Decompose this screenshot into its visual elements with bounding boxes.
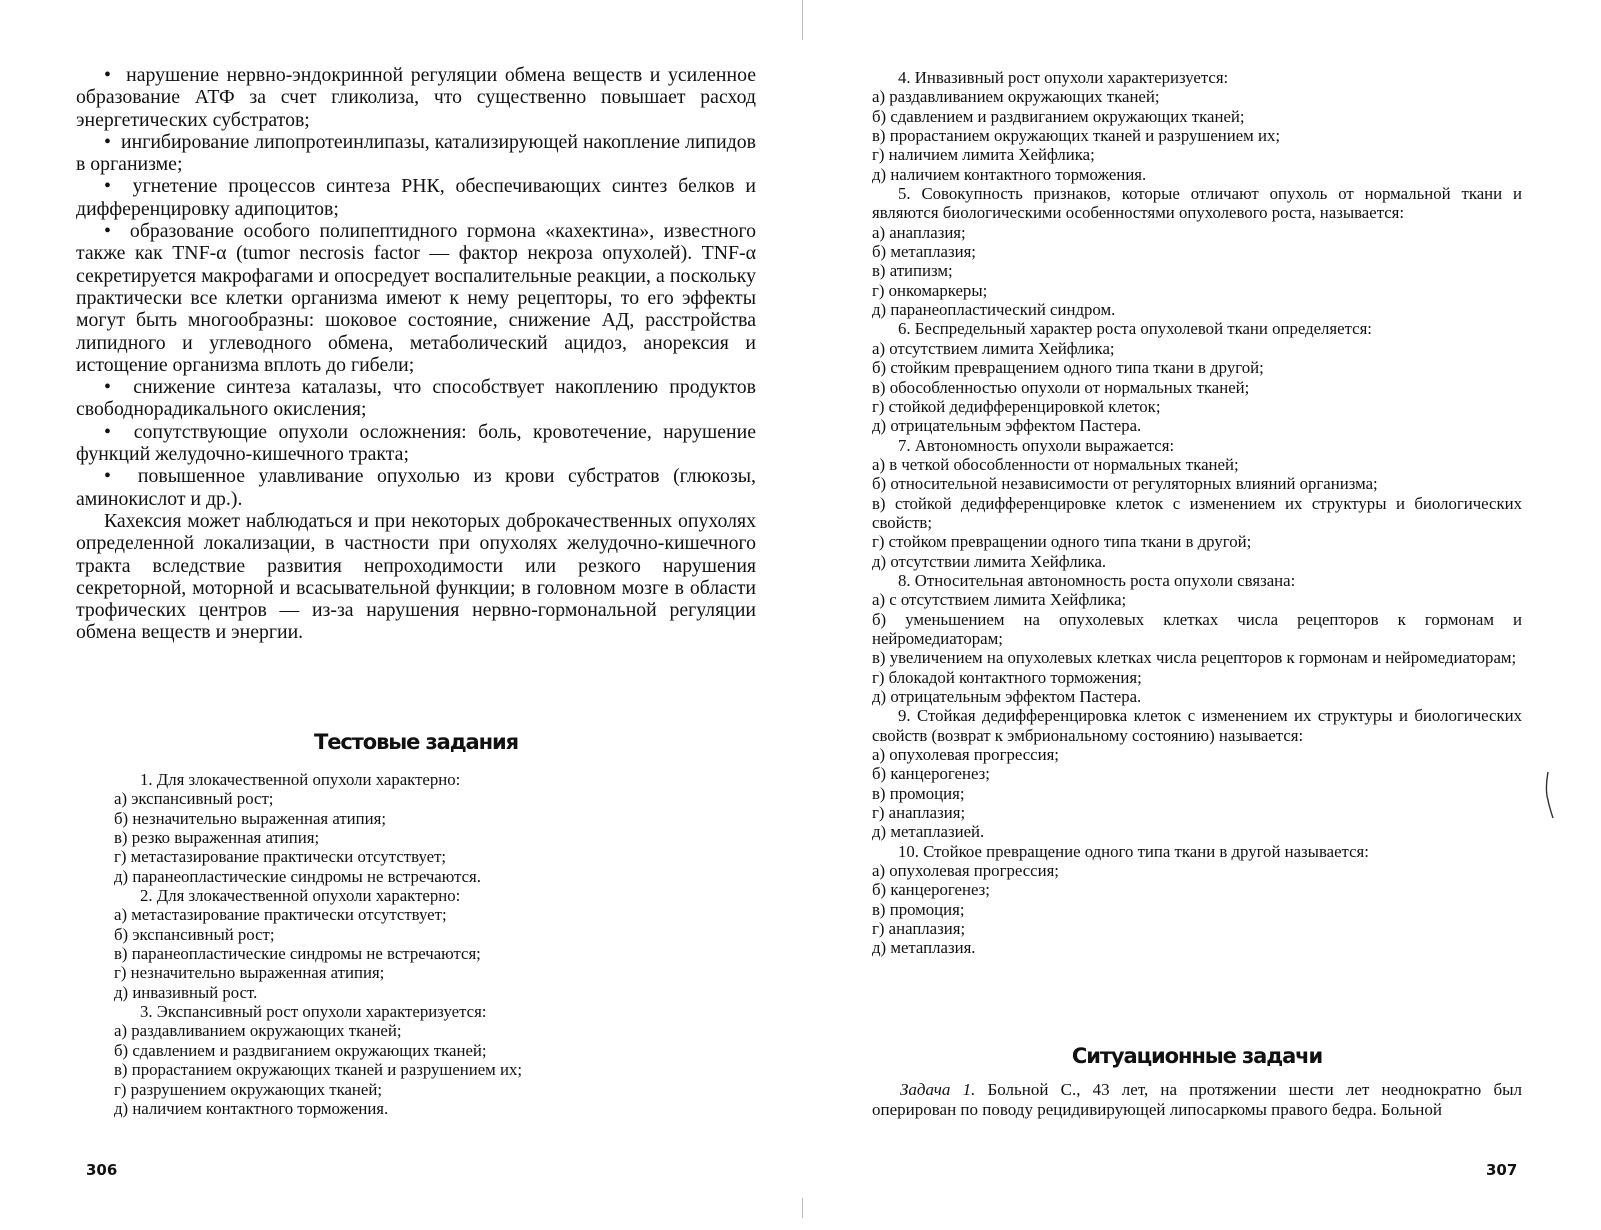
test-option: г) онкомаркеры; <box>872 280 988 300</box>
test-option: г) разрушением окружающих тканей; <box>114 1079 382 1099</box>
test-question: 7. Автономность опухоли выражается: <box>898 435 1175 455</box>
test-option: в) стойкой дедифференцировке клеток с изменением их структуры и биологических свойств; <box>872 493 1522 532</box>
test-option: г) блокадой контактного торможения; <box>872 667 1142 687</box>
test-option: в) паранеопластические синдромы не встречаются; <box>114 944 481 964</box>
test-option: г) наличием лимита Хейфлика; <box>872 145 1095 165</box>
test-option: а) раздавливанием окружающих тканей; <box>114 1021 402 1041</box>
test-option: б) экспансивный рост; <box>114 924 275 944</box>
bullet-paragraph: • повышенное улавливание опухолью из крови субстратов (глюкозы, аминокислот и др.). <box>76 465 756 510</box>
test-option: а) экспансивный рост; <box>114 789 274 809</box>
test-option: б) метаплазия; <box>872 242 976 262</box>
bullet-paragraph: • угнетение процессов синтеза РНК, обеспечивающих синтез белков и дифференцировку адипоцитов; <box>76 175 756 220</box>
task-text: Больной С., 43 лет, на протяжении шести лет неоднократно был оперирован по поводу рецидивирующей липосаркомы правого бедра. Больной <box>872 1080 1523 1119</box>
test-option: в) резко выраженная атипия; <box>114 828 320 848</box>
test-option: б) канцерогенез; <box>872 880 990 900</box>
test-option: в) обособленностью опухоли от нормальных тканей; <box>872 377 1250 397</box>
test-option: г) стойком превращении одного типа ткани в другой; <box>872 532 1252 552</box>
test-question: 10. Стойкое превращение одного типа ткани в другой называется: <box>898 841 1369 861</box>
test-option: в) промоция; <box>872 899 965 919</box>
test-question: 4. Инвазивный рост опухоли характеризуется: <box>898 68 1229 87</box>
bullet-paragraph: • ингибирование липопротеинлипазы, катализирующей накопление липидов в организме; <box>76 131 756 176</box>
test-option: д) инвазивный рост. <box>114 982 258 1002</box>
test-option: б) незначительно выраженная атипия; <box>114 808 386 828</box>
test-option: в) прорастанием окружающих тканей и разрушением их; <box>114 1060 523 1080</box>
test-option: б) уменьшением на опухолевых клетках числа рецепторов к гормонам и нейромедиаторам; <box>872 609 1522 648</box>
test-option: г) метастазирование практически отсутствует; <box>114 847 447 867</box>
pen-mark-icon <box>1542 770 1554 820</box>
bullet-paragraph: • снижение синтеза каталазы, что способствует накоплению продуктов свободнорадикального окисления; <box>76 376 756 421</box>
test-question: 8. Относительная автономность роста опухоли связана: <box>898 570 1296 590</box>
test-question: 9. Стойкая дедифференцировка клеток с изменением их структуры и биологических свойств (возврат к эмбриональному состоянию) называется: <box>872 706 1522 745</box>
left-test-list <box>114 770 764 1118</box>
section-heading-tests: Тестовые задания <box>313 730 519 754</box>
test-option: а) метастазирование практически отсутствует; <box>114 905 447 925</box>
test-option: г) стойкой дедифференцировкой клеток; <box>872 396 1161 416</box>
test-question: 6. Беспредельный характер роста опухолевой ткани определяется: <box>898 319 1372 339</box>
task-paragraph <box>872 1080 1522 1120</box>
test-option: г) анаплазия; <box>872 919 966 939</box>
test-option: д) отрицательным эффектом Пастера. <box>872 416 1142 436</box>
left-body-text <box>76 64 756 644</box>
test-option: б) сдавлением и раздвиганием окружающих тканей; <box>872 106 1245 126</box>
test-option: в) промоция; <box>872 783 965 803</box>
test-option: а) в четкой обособленности от нормальных тканей; <box>872 454 1239 474</box>
test-option: д) метаплазия. <box>872 938 976 958</box>
test-question: 5. Совокупность признаков, которые отличают опухоль от нормальной ткани и являются биологическими особенностями опухолевого роста, называется: <box>872 184 1522 223</box>
bullet-paragraph: • сопутствующие опухоли осложнения: боль, кровотечение, нарушение функций желудочно-кишечного тракта; <box>76 421 756 466</box>
test-question: 2. Для злокачественной опухоли характерно: <box>140 886 461 906</box>
test-option: б) стойким превращением одного типа ткани в другой; <box>872 358 1264 378</box>
section-heading-tasks: Ситуационные задачи <box>1071 1044 1323 1068</box>
test-option: а) раздавливанием окружающих тканей; <box>872 87 1160 107</box>
test-option: д) наличием контактного торможения. <box>114 1098 389 1118</box>
page-number-right: 307 <box>1486 1161 1518 1179</box>
bullet-paragraph: • образование особого полипептидного гормона «кахектина», известного также как TNF-α (tumor necrosis factor — фактор некроза опухолей). TNF-α секретируется макрофагами и опосредует воспалительные реакции, а поскольку практически все клетки организма имеют к нему рецепторы, то его эффекты могут быть многообразны: шоковое состояние, снижение АД, расстройства липидного и углеводного обмена, метаболический ацидоз, анорексия и истощение организма вплоть до гибели; <box>76 220 756 376</box>
test-question: 1. Для злокачественной опухоли характерно: <box>140 770 461 789</box>
test-option: д) паранеопластический синдром. <box>872 300 1116 320</box>
test-option: д) отрицательным эффектом Пастера. <box>872 687 1142 706</box>
test-option: г) незначительно выраженная атипия; <box>114 963 385 983</box>
bullet-paragraph: • нарушение нервно-эндокринной регуляции обмена веществ и усиленное образование АТФ за счет гликолиза, что существенно повышает расход энергетических субстратов; <box>76 64 756 131</box>
left-page <box>0 0 790 1230</box>
test-option: в) прорастанием окружающих тканей и разрушением их; <box>872 126 1281 146</box>
test-option: д) наличием контактного торможения. <box>872 164 1147 184</box>
test-option: а) опухолевая прогрессия; <box>872 861 1059 881</box>
test-option: б) относительной независимости от регуляторных влияний организма; <box>872 474 1378 494</box>
test-option: д) паранеопластические синдромы не встречаются. <box>114 866 481 886</box>
body-paragraph: Кахексия может наблюдаться и при некоторых доброкачественных опухолях определенной локализации, в частности при опухолях желудочно-кишечного тракта вследствие развития непроходимости или резкого нарушения секреторной, моторной и всасывательной функции; в головном мозге в области трофических центров — из-за нарушения нервно-гормональной регуляции обмена веществ и энергии. <box>76 509 756 644</box>
test-option: в) атипизм; <box>872 261 953 281</box>
test-option: г) анаплазия; <box>872 803 966 823</box>
test-option: б) канцерогенез; <box>872 764 990 784</box>
task-label: Задача 1. <box>900 1080 976 1099</box>
test-option: б) сдавлением и раздвиганием окружающих тканей; <box>114 1040 487 1060</box>
test-option: а) отсутствием лимита Хейфлика; <box>872 338 1115 358</box>
page-number-left: 306 <box>86 1161 118 1179</box>
test-option: д) метаплазией. <box>872 822 985 842</box>
test-option: а) с отсутствием лимита Хейфлика; <box>872 590 1127 610</box>
test-option: в) увеличением на опухолевых клетках числа рецепторов к гормонам и нейромедиаторам; <box>872 648 1517 668</box>
test-option: д) отсутствии лимита Хейфлика. <box>872 551 1107 571</box>
test-option: а) анаплазия; <box>872 222 966 242</box>
right-test-list <box>872 68 1522 958</box>
test-option: а) опухолевая прогрессия; <box>872 745 1059 765</box>
test-question: 3. Экспансивный рост опухоли характеризуется: <box>140 1002 487 1022</box>
